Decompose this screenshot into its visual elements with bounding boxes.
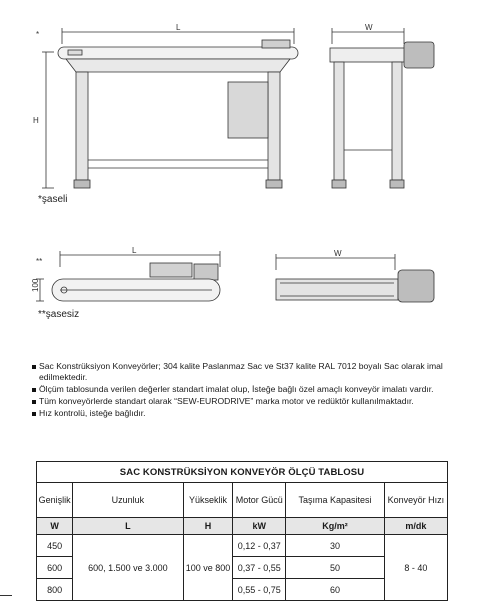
chassis-side-view (42, 28, 298, 188)
header-motor: Motor Gücü (233, 483, 286, 518)
unit-l: L (73, 518, 183, 535)
cell-yukseklik: 100 ve 800 (183, 535, 233, 601)
table-row (37, 535, 448, 557)
cell-kapasite: 50 (286, 557, 385, 579)
chassis-front-view (330, 28, 434, 188)
dim-100-label: 100 (31, 278, 40, 292)
chassisless-front-view (276, 254, 434, 302)
caption-chassis: *şaseli (38, 194, 68, 205)
cell-kapasite: 60 (286, 579, 385, 601)
header-kapasite: Taşıma Kapasitesi (286, 483, 385, 518)
header-hiz: Konveyör Hızı (384, 483, 447, 518)
cell-genislik: 450 (37, 535, 73, 557)
chassisless-side-view (36, 251, 220, 301)
unit-mdk: m/dk (384, 518, 447, 535)
note-item: Hız kontrolü, isteğe bağlıdır. (32, 408, 462, 419)
dim-W-label: W (365, 23, 373, 32)
note-item: Tüm konveyörlerde standart olarak “SEW-EURODRIVE” marka motor ve redüktör kullanılmaktadır. (32, 396, 462, 407)
cell-hiz: 8 - 40 (384, 535, 447, 601)
table-header-row (37, 483, 448, 518)
cell-motor: 0,37 - 0,55 (233, 557, 286, 579)
caption-no-chassis: **şasesiz (38, 309, 80, 320)
dim-H-label: H (33, 116, 39, 125)
unit-w: W (37, 518, 73, 535)
cell-genislik: 600 (37, 557, 73, 579)
dim-L2-label: L (132, 246, 137, 255)
cell-motor: 0,12 - 0,37 (233, 535, 286, 557)
notes-list (32, 361, 462, 420)
dim-W2-label: W (334, 249, 342, 258)
spec-table (36, 461, 448, 601)
marker-star: * (36, 30, 40, 39)
header-uzunluk: Uzunluk (73, 483, 183, 518)
unit-kgm2: Kg/m² (286, 518, 385, 535)
cell-uzunluk: 600, 1.500 ve 3.000 (73, 535, 183, 601)
cell-genislik: 800 (37, 579, 73, 601)
dim-L-label: L (176, 23, 181, 32)
page-edge-mark (0, 595, 12, 596)
unit-h: H (183, 518, 233, 535)
unit-kw: kW (233, 518, 286, 535)
note-item: Ölçüm tablosunda verilen değerler standart imalat olup, İsteğe bağlı özel amaçlı konveyör imalatı vardır. (32, 384, 462, 395)
header-yukseklik: Yükseklik (183, 483, 233, 518)
cell-motor: 0,55 - 0,75 (233, 579, 286, 601)
note-item: Sac Konstrüksiyon Konveyörler; 304 kalite Paslanmaz Sac ve St37 kalite RAL 7012 boyalı Sac olarak imal edilmektedir. (32, 361, 462, 383)
table-units-row (37, 518, 448, 535)
header-genislik: Genişlik (37, 483, 73, 518)
marker-double-star: ** (36, 257, 43, 266)
table-caption: SAC KONSTRÜKSİYON KONVEYÖR ÖLÇÜ TABLOSU (37, 462, 448, 483)
cell-kapasite: 30 (286, 535, 385, 557)
